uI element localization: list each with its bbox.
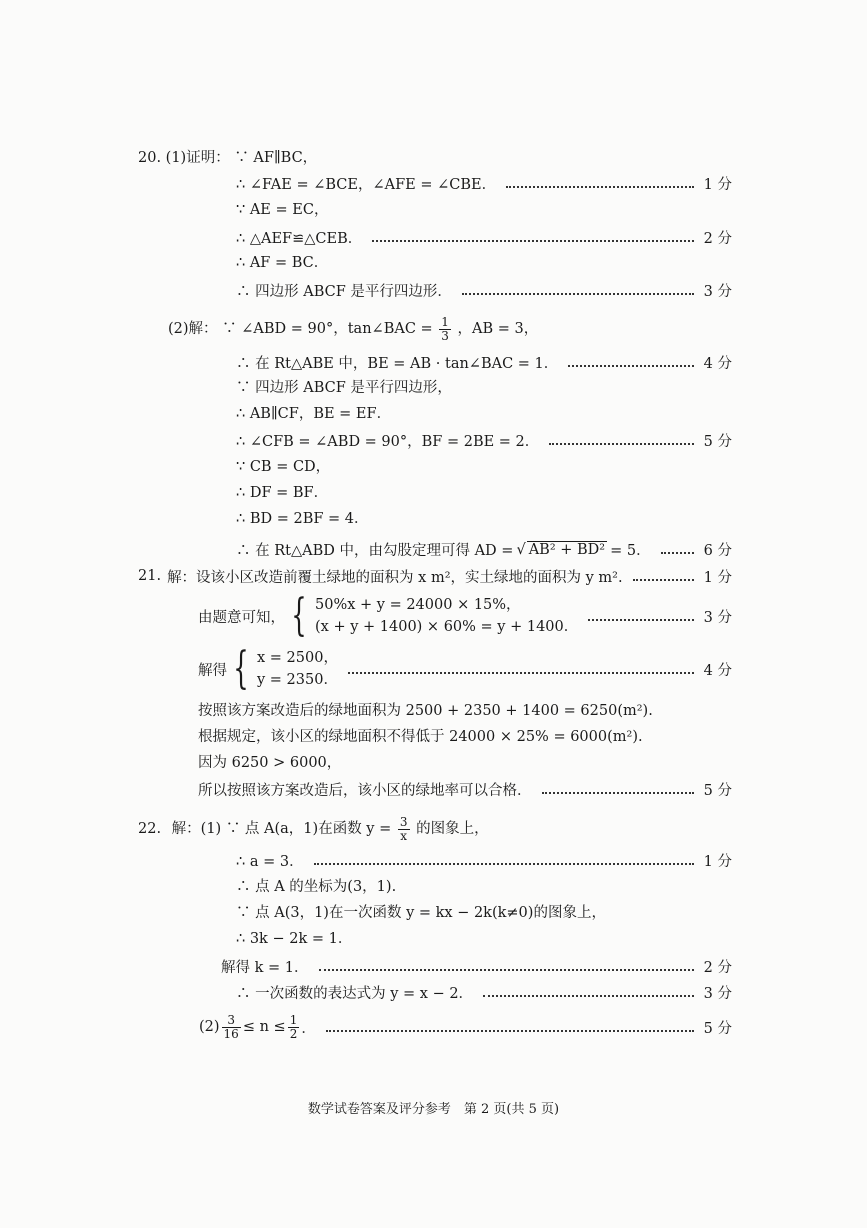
q20-part2-given-b: ，AB = 3， — [457, 321, 539, 337]
leader-dots — [549, 443, 693, 445]
q21-line-7-row — [198, 779, 732, 799]
q21-equation-system-row — [198, 590, 732, 641]
q22-part2-inequality: ≤ n ≤ — [242, 1019, 286, 1035]
leader-dots — [588, 619, 693, 621]
sqrt-radicand: AB² + BD² — [528, 541, 606, 558]
q22-part2-row — [199, 1010, 732, 1044]
q20-m1-row — [236, 352, 732, 372]
solution-2: y = 2350． — [257, 672, 338, 688]
leader-dots — [661, 552, 694, 554]
solution-1: x = 2500， — [257, 650, 338, 666]
q20-part1-label: (1)证明： — [165, 150, 230, 166]
fraction-numerator: 1 — [289, 1012, 298, 1027]
leader-dots — [568, 365, 693, 367]
q20-line-2-row — [236, 173, 732, 193]
fraction-denominator: x — [400, 828, 408, 843]
q20-line-6-row — [236, 280, 732, 300]
q20-score-4: 4 分 — [703, 355, 732, 372]
q22-line-2: ∴ a = 3． — [236, 853, 304, 870]
q20-part2-first-line — [168, 313, 538, 345]
leader-dots — [326, 1030, 694, 1032]
q20-line-4-row — [236, 227, 732, 247]
left-brace: { — [233, 643, 249, 694]
q22-line-1-b: 的图象上， — [416, 821, 489, 837]
q20-m8-row — [236, 539, 732, 559]
page-footer: 数学试卷答案及评分参考 第 2 页(共 5 页) — [307, 1102, 560, 1117]
fraction-one-half — [288, 1014, 300, 1041]
q20-score-5: 5 分 — [703, 433, 732, 450]
q21-score-5: 5 分 — [703, 782, 732, 799]
fraction-denominator: 3 — [441, 328, 449, 343]
q20-line-2: ∴ ∠FAE = ∠BCE，∠AFE = ∠CBE． — [236, 176, 497, 193]
q22-first-line — [138, 813, 489, 845]
q20-m6: ∴ DF = BF． — [236, 485, 329, 501]
q20-part2-given-a: ∵ ∠ABD = 90°，tan∠BAC = — [222, 321, 433, 337]
q22-number: 22. — [138, 821, 162, 837]
leader-dots — [348, 672, 694, 674]
q20-line-6: ∴ 四边形 ABCF 是平行四边形． — [236, 283, 452, 300]
q22-line-6: 解得 k = 1． — [221, 959, 309, 976]
q20-m8-a: ∴ 在 Rt△ABD 中，由勾股定理可得 AD = — [236, 542, 514, 559]
q22-part2-end: ． — [301, 1020, 316, 1037]
q20-line-1: ∵ AF∥BC， — [234, 150, 318, 166]
q20-score-6: 6 分 — [703, 542, 732, 559]
q22-line-2-row — [236, 850, 732, 870]
q21-score-3: 3 分 — [703, 609, 732, 626]
q20-m1: ∴ 在 Rt△ABE 中，BE = AB · tan∠BAC = 1． — [236, 355, 559, 372]
q21-number: 21. — [138, 568, 162, 584]
q20-m5: ∵ CB = CD， — [236, 459, 331, 475]
q21-line-7: 所以按照该方案改造后，该小区的绿地率可以合格． — [198, 782, 532, 799]
q22-line-4: ∵ 点 A(3，1)在一次函数 y = kx − 2k(k≠0)的图象上， — [236, 905, 606, 921]
q21-line-1: 解：设该小区改造前覆土绿地的面积为 x m²，实土绿地的面积为 y m². — [167, 569, 623, 586]
q21-line-1-row — [138, 566, 732, 586]
fraction-three-over-x — [398, 816, 410, 843]
q22-line-1-a: 解：(1) ∵ 点 A(a，1)在函数 y = — [171, 821, 392, 837]
q22-score-2: 2 分 — [703, 959, 732, 976]
q22-line-7: ∴ 一次函数的表达式为 y = x − 2． — [236, 985, 474, 1002]
leader-dots — [633, 579, 694, 581]
q21-score-4: 4 分 — [703, 662, 732, 679]
q22-score-3: 3 分 — [703, 985, 732, 1002]
q22-score-5: 5 分 — [703, 1020, 732, 1037]
leader-dots — [542, 792, 694, 794]
q22-line-6-row — [221, 956, 732, 976]
q22-score-1: 1 分 — [703, 853, 732, 870]
q20-line-5: ∴ AF = BC． — [236, 255, 329, 271]
fraction-three-sixteenths — [222, 1014, 241, 1041]
q20-number: 20. — [138, 150, 162, 166]
fraction-one-third — [439, 316, 451, 343]
q20-m8-b: = 5． — [610, 542, 651, 559]
q21-solution-row — [198, 643, 732, 694]
q20-m2: ∵ 四边形 ABCF 是平行四边形， — [236, 380, 452, 396]
left-brace: { — [291, 590, 307, 641]
q22-line-5: ∴ 3k − 2k = 1． — [236, 931, 353, 947]
q21-line-5: 根据规定，该小区的绿地面积不得低于 24000 × 25% = 6000(m²). — [198, 729, 643, 745]
q20-m7: ∴ BD = 2BF = 4． — [236, 511, 369, 527]
solution-system — [257, 647, 338, 691]
q20-part2-label: (2)解： — [168, 321, 218, 337]
fraction-numerator: 3 — [399, 814, 408, 829]
q20-score-3: 3 分 — [703, 283, 732, 300]
q22-line-3: ∴ 点 A 的坐标为(3，1). — [236, 879, 397, 895]
q22-line-7-row — [236, 982, 732, 1002]
leader-dots — [319, 969, 694, 971]
fraction-denominator: 16 — [223, 1026, 239, 1041]
q21-solution-prefix: 解得 — [198, 662, 227, 679]
leader-dots — [462, 293, 694, 295]
fraction-numerator: 3 — [222, 1014, 241, 1028]
q20-m4: ∴ ∠CFB = ∠ABD = 90°，BF = 2BE = 2． — [236, 433, 540, 450]
q22-part2-label: (2) — [199, 1019, 220, 1035]
fraction-denominator: 2 — [289, 1026, 298, 1041]
q20-score-1: 1 分 — [703, 176, 732, 193]
q20-line-4: ∴ △AEF≌△CEB． — [236, 230, 363, 247]
equation-1: 50%x + y = 24000 × 15%， — [315, 597, 521, 613]
sqrt-sign: √ AB² + BD² — [516, 541, 606, 558]
leader-dots — [483, 995, 694, 997]
leader-dots — [314, 863, 694, 865]
q21-system-prefix: 由题意可知， — [198, 609, 285, 626]
leader-dots — [506, 186, 694, 188]
leader-dots — [372, 240, 693, 242]
q20-m4-row — [236, 430, 732, 450]
q20-line-3: ∵ AE = EC， — [236, 202, 329, 218]
q20-score-2: 2 分 — [703, 230, 732, 247]
q21-line-4: 按照该方案改造后的绿地面积为 2500 + 2350 + 1400 = 6250(m²). — [198, 703, 653, 719]
q21-score-1: 1 分 — [703, 569, 732, 586]
equation-system — [315, 594, 578, 638]
q20-part1-first-line — [138, 148, 317, 168]
fraction-numerator: 1 — [441, 314, 449, 329]
equation-2: (x + y + 1400) × 60% = y + 1400． — [315, 619, 579, 635]
q21-line-6: 因为 6250 > 6000， — [198, 755, 342, 771]
q20-m3: ∴ AB∥CF，BE = EF． — [236, 406, 392, 422]
